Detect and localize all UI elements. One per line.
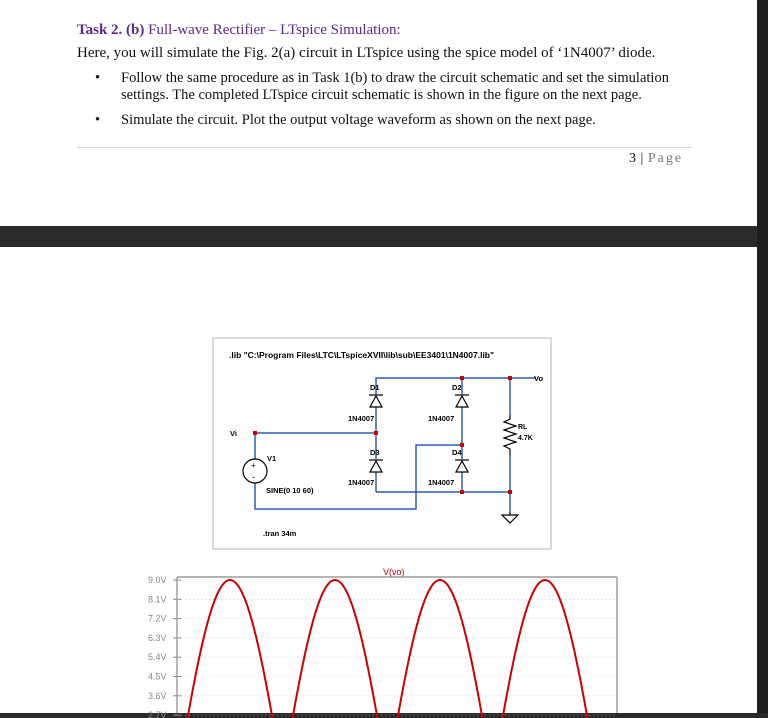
instruction-list	[95, 70, 705, 137]
trace-label: V(vo)	[383, 567, 405, 577]
vo-trace	[178, 580, 616, 718]
task-heading	[77, 22, 401, 39]
y-tick-label: 7.2V	[148, 613, 167, 624]
y-tick-label: 2.7V	[148, 710, 167, 718]
svg-text:1N4007: 1N4007	[428, 414, 455, 423]
y-tick-label: 5.4V	[148, 652, 167, 663]
svg-text:-: -	[252, 472, 255, 482]
svg-text:V1: V1	[267, 454, 277, 463]
gridlines	[177, 580, 617, 715]
net-label-vi: Vi	[230, 429, 237, 438]
lib-directive: .lib "C:\Program Files\LTC\LTspiceXVII\lib\sub\EE3401\1N4007.lib"	[229, 350, 495, 360]
svg-text:RL: RL	[518, 424, 528, 431]
instruction-item: • Simulate the circuit. Plot the output voltage waveform as shown on the next page.	[95, 112, 705, 129]
document-page-3	[0, 0, 757, 226]
net-label-vo: Vo	[534, 374, 544, 383]
circuit-schematic	[213, 338, 551, 549]
intro-paragraph: Here, you will simulate the Fig. 2(a) circuit in LTspice using the spice model of ‘1N4007’ diode.	[77, 45, 656, 61]
task-label: Task 2. (b)	[77, 22, 145, 38]
svg-text:1N4007: 1N4007	[348, 414, 375, 423]
y-ticks	[148, 575, 181, 718]
svg-text:4.7K: 4.7K	[518, 435, 533, 442]
svg-text:D2: D2	[452, 383, 462, 392]
svg-text:SINE(0 10 60): SINE(0 10 60)	[266, 486, 314, 495]
task-title: Full-wave Rectifier – LTspice Simulation:	[148, 22, 401, 38]
instruction-item: • Follow the same procedure as in Task 1(b) to draw the circuit schematic and set the simulation settings. The completed LTspice circuit schematic is shown in the figure on the next page.	[95, 70, 705, 104]
page-number: 3 | Page	[629, 151, 684, 166]
y-tick-label: 8.1V	[148, 594, 167, 605]
svg-text:1N4007: 1N4007	[428, 478, 455, 487]
document-page-4	[0, 247, 757, 718]
y-tick-label: 4.5V	[148, 671, 167, 682]
svg-text:D3: D3	[370, 448, 380, 457]
y-tick-label: 6.3V	[148, 632, 167, 643]
schematic-frame	[213, 338, 551, 549]
svg-text:D4: D4	[452, 448, 462, 457]
y-tick-label: 9.0V	[148, 575, 167, 585]
waveform-plot	[148, 567, 617, 718]
tran-directive: .tran 34m	[263, 529, 297, 538]
svg-text:+: +	[251, 461, 256, 470]
svg-text:1N4007: 1N4007	[348, 478, 375, 487]
svg-text:D1: D1	[370, 383, 380, 392]
viewer-edge	[757, 0, 768, 713]
page-4-canvas	[0, 247, 757, 718]
y-tick-label: 3.6V	[148, 690, 167, 701]
footer-rule	[77, 147, 692, 148]
